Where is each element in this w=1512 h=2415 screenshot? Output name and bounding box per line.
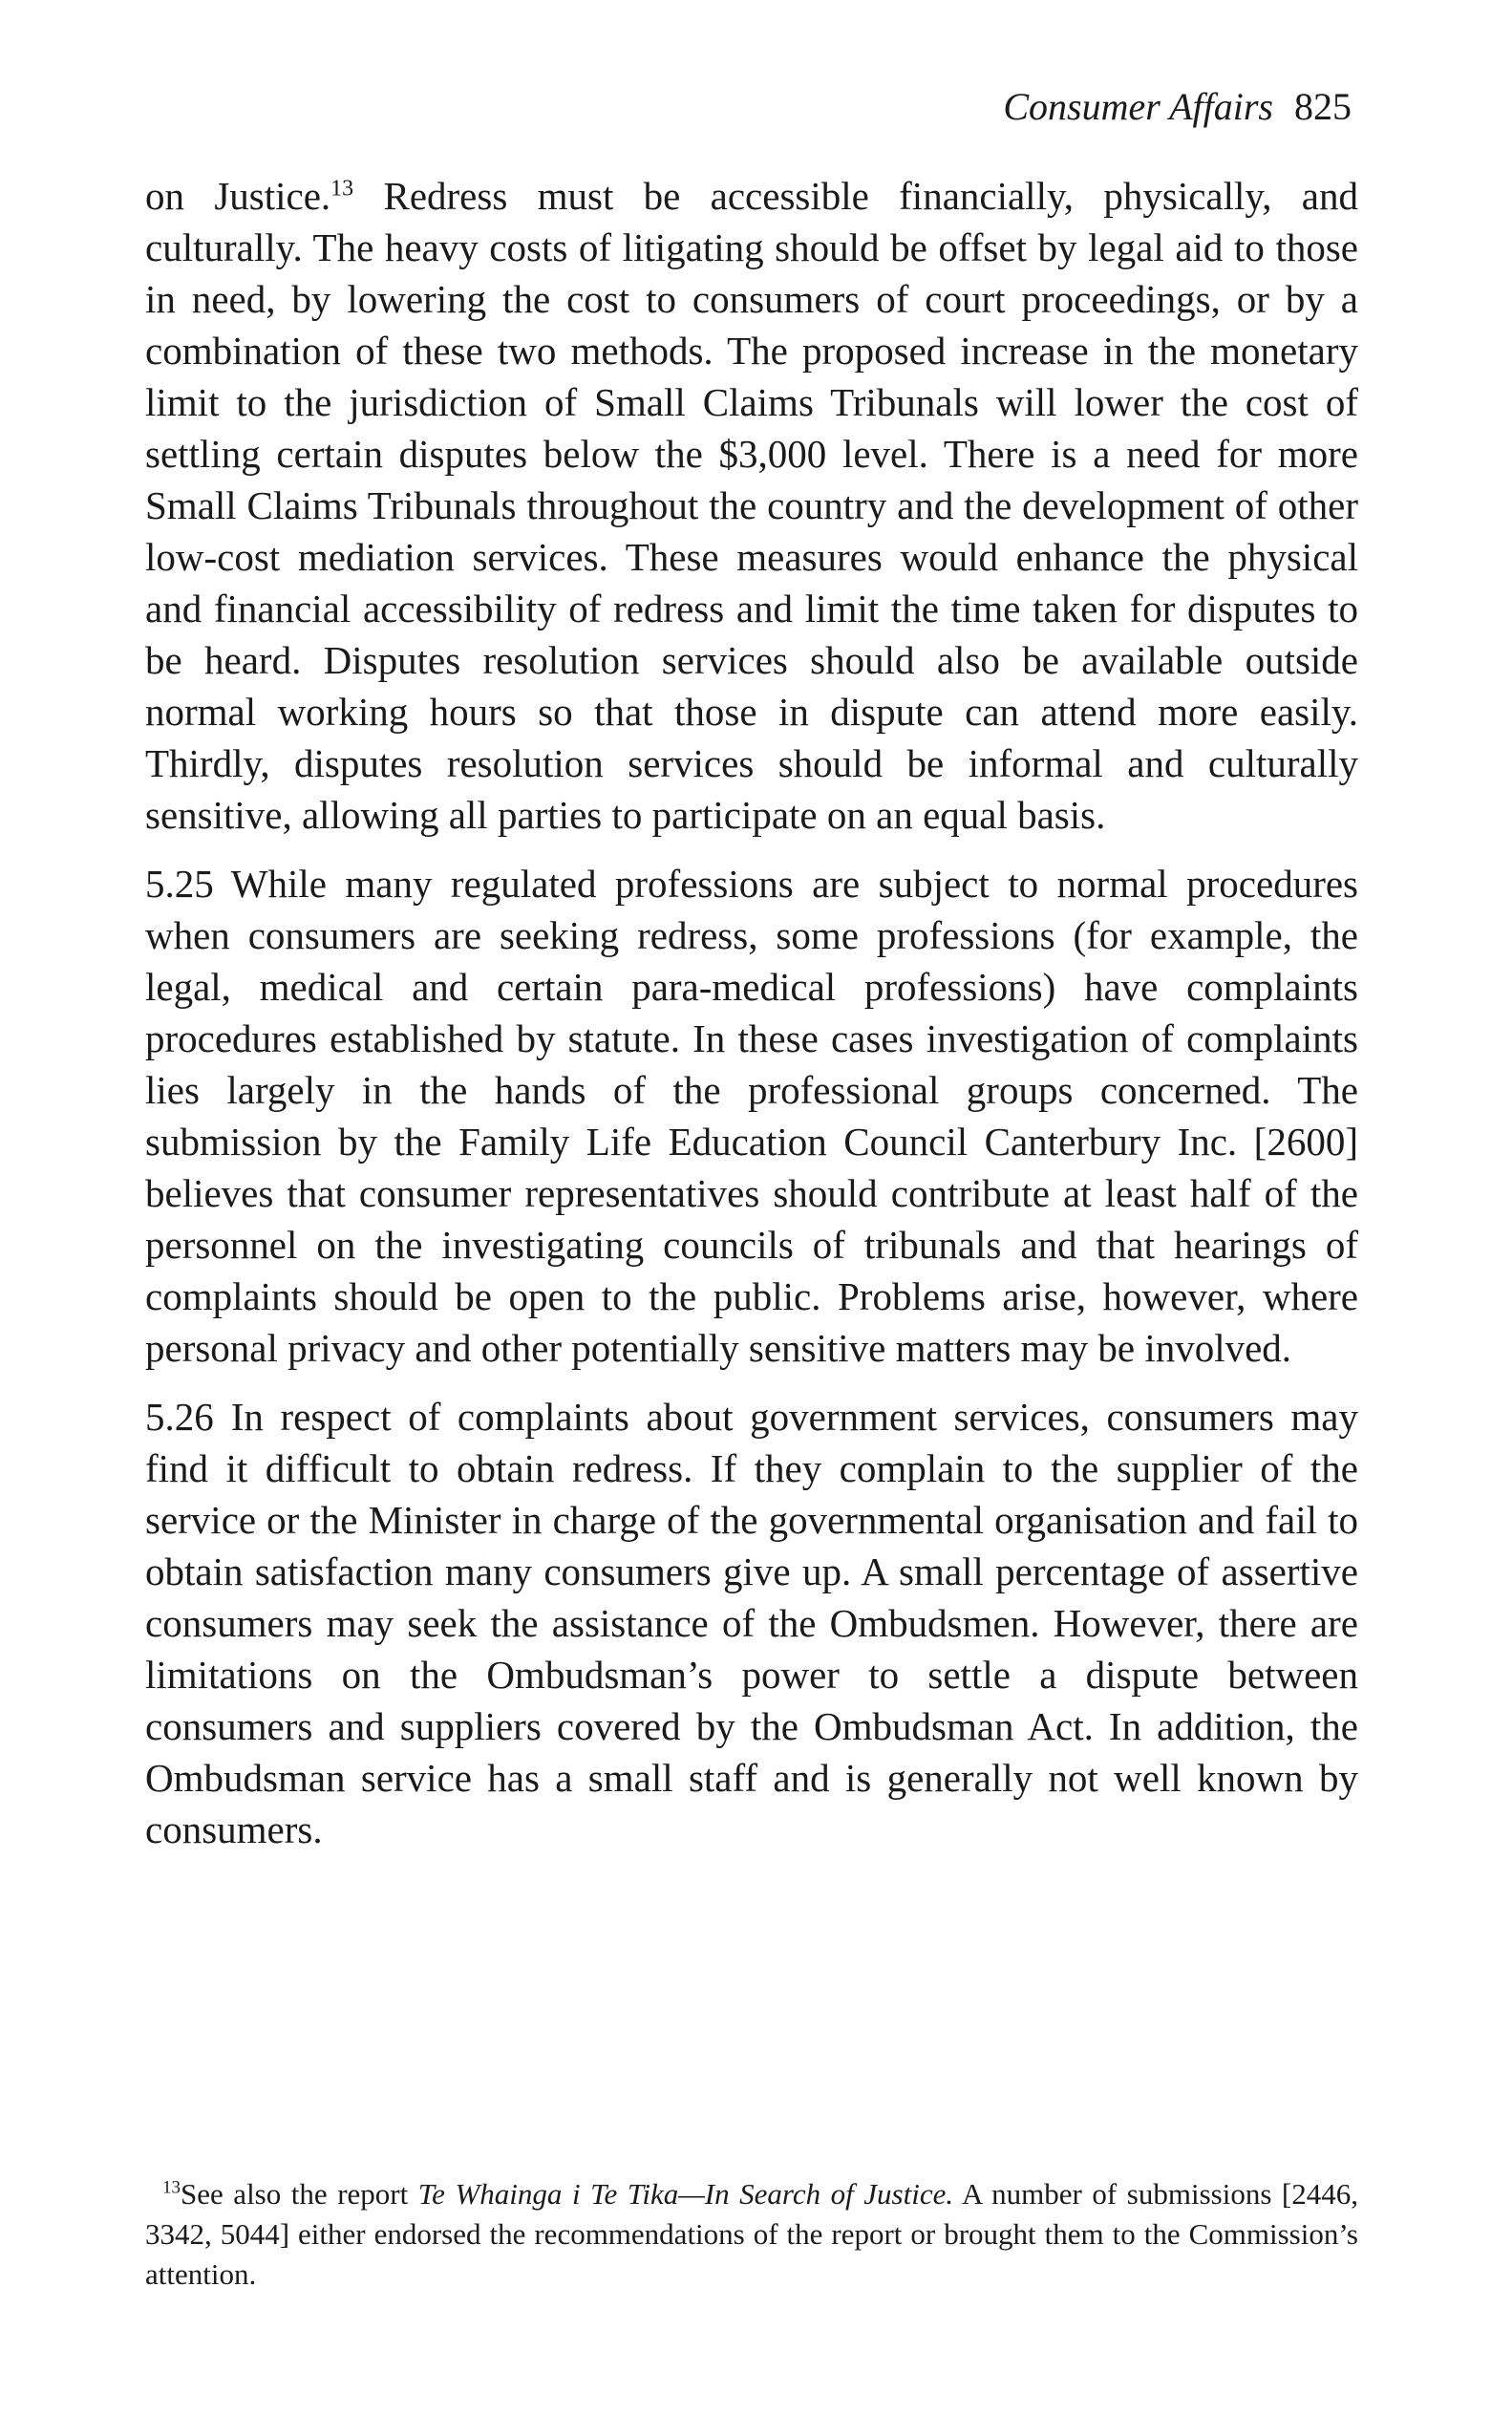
page-number: 825 bbox=[1294, 85, 1352, 128]
paragraph-text: Redress must be accessible financially, physically, and culturally. The heavy costs of litigating should be offset by legal aid to those in need, by lowering the cost to consumers of court proceedings, or by a combination of these two methods. The proposed increase in the monetary limit to the jurisdiction of Small Claims Tribunals will lower the cost of settling certain disputes below the $3,000 level. There is a need for more Small Claims Tribunals throughout the country and the development of other low-cost mediation services. These measures would enhance the physical and financial accessibility of redress and limit the time taken for disputes to be heard. Disputes resolution services should also be available outside normal working hours so that those in dispute can attend more easily. Thirdly, disputes resolution services should be informal and culturally sensitive, allowing all parties to participate on an equal basis. bbox=[145, 174, 1358, 837]
footnote-prefix: See also the report bbox=[181, 2177, 418, 2211]
paragraph-5-25 bbox=[145, 858, 1358, 1374]
paragraph-continuation bbox=[145, 170, 1358, 841]
paragraph-text: While many regulated professions are subject to normal procedures when consumers are seeking redress, some professions (for example, the legal, medical and certain para-medical professions) have complaints procedures established by statute. In these cases investigation of complaints lies largely in the hands of the professional groups concerned. The submission by the Family Life Education Council Canterbury Inc. [2600] believes that consumer representatives should contribute at least half of the personnel on the investigating councils of tribunals and that hearings of complaints should be open to the public. Problems arise, however, where personal privacy and other potentially sensitive matters may be involved. bbox=[145, 862, 1358, 1370]
paragraph-number: 5.26 bbox=[145, 1395, 214, 1439]
footnote-report-title: Te Whainga i Te Tika—In Search of Justice. bbox=[417, 2177, 954, 2211]
footnote-marker: 13 bbox=[162, 2177, 181, 2198]
footnote bbox=[145, 2174, 1358, 2295]
paragraph-lead: on Justice. bbox=[145, 174, 331, 218]
paragraph-text: In respect of complaints about government services, consumers may find it difficult to obtain redress. If they complain to the supplier of the service or the Minister in charge of the governmental organisation and fail to obtain satisfaction many consumers give up. A small percentage of assertive consumers may seek the assistance of the Ombudsmen. However, there are limitations on the Ombudsman’s power to settle a dispute between consumers and suppliers covered by the Ombudsman Act. In addition, the Ombudsman service has a small staff and is generally not well known by consumers. bbox=[145, 1395, 1358, 1851]
footnote-reference: 13 bbox=[330, 176, 354, 202]
body-text bbox=[145, 170, 1358, 1855]
running-header bbox=[1003, 85, 1352, 128]
paragraph-number: 5.25 bbox=[145, 862, 214, 906]
paragraph-5-26 bbox=[145, 1391, 1358, 1855]
running-header-title: Consumer Affairs bbox=[1003, 85, 1273, 128]
footnote-suffix: A number of submissions [2446, 3342, 5044] either endorsed the recommendations of the report or brought them to the Commission’s attention. bbox=[145, 2177, 1359, 2291]
